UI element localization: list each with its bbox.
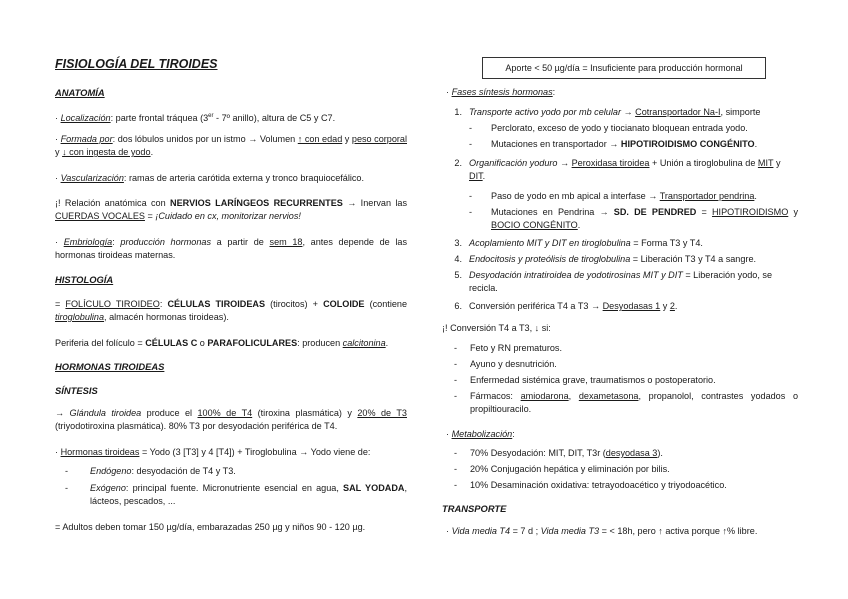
step-2-dash-1-text: Paso de yodo en mb apical a interfase →	[491, 191, 660, 201]
dash: -	[469, 191, 473, 201]
fases-label: Fases síntesis hormonas	[451, 87, 553, 97]
step-1-dash-2	[469, 138, 798, 151]
endogeno-label: Endógeno	[90, 466, 132, 476]
bullet: ·	[55, 447, 59, 457]
exogeno-item	[65, 482, 407, 508]
step-1-dash-1-text: Perclorato, exceso de yodo y tiocianato bloquean entrada yodo.	[491, 123, 748, 133]
nervios-text-e: =	[144, 211, 156, 221]
farmacos-rest: , propanolol, contrastes yodados o propiltiouracilo.	[470, 391, 798, 414]
embriologia-paragraph	[55, 236, 407, 262]
conversion-item-text: Enfermedad sistémica grave, traumatismos o postoperatorio.	[470, 375, 716, 385]
dash: -	[65, 466, 69, 476]
aporte-box: Aporte < 50 µg/día = Insuficiente para producción hormonal	[482, 57, 766, 79]
step-3-text: Acoplamiento MIT y DIT en tiroglobulina	[469, 238, 631, 248]
glandula-t3: 20% de T3	[357, 408, 407, 418]
endogeno-item	[65, 465, 407, 478]
bullet: ·	[55, 134, 59, 144]
endogeno-text: : desyodación de T4 y T3.	[131, 466, 236, 476]
dash: -	[469, 139, 473, 149]
desyodasas-1: Desyodasas 1	[602, 301, 661, 311]
dash: -	[454, 464, 458, 474]
cotransportador: Cotransportador Na-I	[635, 107, 721, 117]
step-number: 2.	[454, 158, 462, 168]
foliculo-text: =	[55, 299, 66, 309]
metabolizacion-heading	[446, 428, 515, 441]
periferia-paragraph	[55, 337, 407, 350]
localizacion-label: Localización	[60, 113, 111, 124]
step-2	[442, 157, 798, 183]
step-6-text: Conversión periférica T4 a T3 →	[469, 301, 603, 311]
histologia-heading: HISTOLOGÍA	[55, 274, 114, 285]
hormonas-heading: HORMONAS TIROIDEAS	[55, 361, 165, 372]
tiroglobulina: tiroglobulina	[55, 312, 105, 322]
conversion-heading: ¡! Conversión T4 a T3, ↓ si:	[442, 323, 551, 333]
step-1	[442, 106, 798, 119]
step-number: 4.	[454, 254, 462, 264]
glandula-text-g: (triyodotiroxina plasmática). 80% T3 por desyodación periférica de T4.	[55, 421, 338, 431]
dexametasona: dexametasona	[578, 391, 639, 401]
hormonas-text: = Yodo (3 [T3] y 4 [T4]) + Tiroglobulina → Yodo viene de:	[139, 447, 371, 457]
dash: -	[65, 483, 69, 493]
celulas-c: CÉLULAS C	[145, 338, 198, 348]
embriologia-text-c: a partir de	[211, 237, 270, 247]
sal-yodada: SAL YODADA	[343, 483, 405, 493]
dash: -	[469, 207, 473, 217]
exogeno-text-d: , lácteos, pescados, ...	[90, 483, 407, 506]
localizacion-sup: er	[208, 113, 214, 119]
celulas-tiroideas: CÉLULAS TIROIDEAS	[167, 299, 266, 309]
adultos-paragraph: = Adultos deben tomar 150 µg/día, embarazadas 250 µg y niños 90 - 120 µg.	[55, 522, 366, 532]
foliculo-text-e: (tirocitos) +	[265, 299, 324, 309]
step-2-dash-2-text: Mutaciones en Pendrina →	[491, 207, 614, 217]
step-6-end: .	[674, 301, 678, 311]
periferia-text-e: : producen	[297, 338, 343, 348]
conversion-item	[454, 342, 798, 355]
calcitonina: calcitonina	[342, 338, 386, 348]
step-2-text-c: + Unión a tiroglobulina de	[649, 158, 758, 168]
metabolizacion-item	[454, 463, 798, 476]
bullet: ·	[446, 429, 450, 439]
sd-pendred: SD. DE PENDRED	[613, 207, 697, 217]
conversion-item	[454, 390, 798, 416]
formada-label: Formada por	[60, 134, 113, 144]
step-1-dash-2-text: Mutaciones en transportador →	[491, 139, 621, 149]
bullet: ·	[55, 237, 59, 247]
vascularizacion-text: : ramas de arteria carótida externa y tronco braquiocefálico.	[123, 173, 365, 183]
embriologia-text-e: , antes depende de las hormonas tiroideas maternas.	[55, 237, 408, 260]
step-6	[442, 300, 798, 313]
metab-3-text: 10% Desaminación oxidativa: tetrayodoacético y triyodoacético.	[470, 480, 727, 490]
vascularizacion-label: Vascularización	[60, 173, 124, 183]
dash: -	[454, 375, 458, 385]
exogeno-label: Exógeno	[90, 483, 126, 493]
farmacos-label: Fármacos:	[470, 391, 521, 401]
step-2-text-e: y	[773, 158, 781, 168]
localizacion-paragraph	[55, 110, 407, 125]
embriologia-sem: sem 18	[269, 237, 303, 247]
dash: -	[454, 359, 458, 369]
glandula-paragraph	[55, 407, 407, 433]
glandula-arrow: →	[55, 408, 70, 418]
glandula-t4: 100% de T4	[197, 408, 253, 418]
foliculo-text-c: :	[159, 299, 168, 309]
localizacion-text-b: - 7º anillo), altura de C5 y C7.	[213, 113, 336, 124]
vida-media-t3: Vida media T3	[540, 526, 600, 536]
formada-text-b: y	[342, 134, 352, 144]
metabolizacion-item	[454, 447, 798, 460]
page-title: FISIOLOGÍA DEL TIROIDES	[55, 57, 218, 71]
step-number: 6.	[454, 301, 462, 311]
step-6-and: y	[660, 301, 670, 311]
vida-media-t3-value: = < 18h, pero ↑ activa porque ↑% libre.	[599, 526, 758, 536]
foliculo-paragraph	[55, 298, 407, 324]
nervios-bold: NERVIOS LARÍNGEOS RECURRENTES	[170, 198, 343, 208]
vida-media-t4-value: = 7 d ;	[510, 526, 541, 536]
formada-peso: peso corporal	[351, 134, 407, 144]
dash: -	[454, 343, 458, 353]
metab-1-end: ).	[657, 448, 663, 458]
step-5-text: Desyodación intratiroidea de yodotirosinas MIT y DIT	[469, 270, 683, 280]
peroxidasa: Peroxidasa tiroidea	[571, 158, 650, 168]
metabolizacion-item	[454, 479, 798, 492]
hipotiroidismo-congenito: HIPOTIROIDISMO CONGÉNITO	[620, 139, 755, 149]
metab-2-text: 20% Conjugación hepática y eliminación por bilis.	[470, 464, 670, 474]
metabolizacion-colon: :	[512, 429, 515, 439]
embriologia-text: :	[112, 237, 121, 247]
localizacion-text: : parte frontal tráquea (3	[110, 113, 209, 124]
dash: -	[469, 123, 473, 133]
parafoliculares: PARAFOLICULARES	[207, 338, 298, 348]
hormonas-label: Hormonas tiroideas	[60, 447, 140, 457]
embriologia-label: Embriología	[63, 237, 113, 247]
exogeno-text: : principal fuente. Micronutriente esencial en agua,	[125, 483, 344, 493]
bullet: ·	[55, 113, 59, 124]
formada-text: : dos lóbulos unidos por un istmo → Volumen	[112, 134, 298, 144]
foliculo-text-g: (contiene	[364, 299, 408, 309]
fases-heading	[446, 86, 555, 99]
periferia-text-c: o	[197, 338, 208, 348]
formada-up: ↑ con edad	[297, 134, 343, 144]
step-4	[442, 253, 798, 266]
step-3	[442, 237, 798, 250]
mit: MIT	[757, 158, 774, 168]
embriologia-italic: producción hormonas	[120, 237, 211, 247]
fases-colon: :	[552, 87, 556, 97]
transporte-heading: TRANSPORTE	[442, 503, 507, 514]
step-4-result: = Liberación T3 y T4 a sangre.	[630, 254, 757, 264]
step-2-dash-1	[469, 190, 798, 203]
step-5	[442, 269, 798, 295]
step-2-dash-2-and: y	[788, 207, 798, 217]
foliculo-label: FOLÍCULO TIROIDEO	[65, 299, 160, 309]
periferia-end: .	[385, 338, 389, 348]
dash: -	[454, 391, 458, 401]
vida-media-paragraph	[446, 525, 798, 538]
formada-down: ↓ con ingesta de yodo	[62, 147, 151, 157]
dash: -	[454, 448, 458, 458]
step-2-dash-1-end: .	[754, 191, 757, 201]
desyodasa-2: 2	[669, 301, 675, 311]
step-2-end: .	[482, 171, 486, 181]
foliculo-text-i: , almacén hormonas tiroideas).	[104, 312, 229, 322]
step-2-dash-2-eq: =	[696, 207, 712, 217]
bocio-congenito: BOCIO CONGÉNITO	[491, 220, 578, 230]
hormonas-paragraph	[55, 446, 407, 459]
amiodarona: amiodarona	[520, 391, 569, 401]
formada-text-c: y	[55, 147, 63, 157]
step-number: 5.	[454, 270, 462, 280]
formada-paragraph	[55, 133, 407, 159]
periferia-text: Periferia del folículo =	[55, 338, 146, 348]
hipotiroidismo: HIPOTIROIDISMO	[711, 207, 789, 217]
vida-media-t4: Vida media T4	[451, 526, 511, 536]
step-1-text-c: , simporte	[720, 107, 761, 117]
nervios-warning: ¡Cuidado en cx, monitorizar nervios!	[155, 211, 301, 221]
step-1-dash-1	[469, 122, 798, 135]
step-2-text: Organificación yoduro →	[469, 158, 572, 168]
step-3-result: = Forma T3 y T4.	[630, 238, 703, 248]
bullet: ·	[446, 526, 450, 536]
glandula-label: Glándula tiroidea	[69, 408, 142, 418]
anatomia-heading: ANATOMÍA	[55, 87, 105, 98]
step-1-dash-2-end: .	[754, 139, 758, 149]
farmacos-sep: ,	[568, 391, 579, 401]
step-number: 3.	[454, 238, 462, 248]
bullet: ·	[55, 173, 59, 183]
vascularizacion-paragraph	[55, 172, 407, 185]
nervios-text-c: → Inervan las	[342, 198, 407, 208]
glandula-text: produce el	[141, 408, 198, 418]
metab-1-text: 70% Desyodación: MIT, DIT, T3r (	[470, 448, 606, 458]
step-4-text: Endocitosis y proteólisis de tiroglobulina	[469, 254, 631, 264]
nervios-paragraph	[55, 197, 407, 223]
glandula-text-e: (tiroxina plasmática) y	[252, 408, 358, 418]
step-5-result: = Liberación yodo, se recicla.	[469, 270, 773, 293]
metabolizacion-label: Metabolización	[451, 429, 513, 439]
conversion-item	[454, 358, 798, 371]
dash: -	[454, 480, 458, 490]
bullet: ·	[446, 87, 450, 97]
conversion-item	[454, 374, 798, 387]
step-2-dash-2	[469, 206, 798, 232]
cuerdas-vocales: CUERDAS VOCALES	[55, 211, 145, 221]
conversion-item-text: Feto y RN prematuros.	[470, 343, 562, 353]
step-number: 1.	[454, 107, 462, 117]
formada-end: .	[150, 147, 154, 157]
dit: DIT	[469, 171, 483, 181]
nervios-text: ¡! Relación anatómica con	[55, 198, 171, 208]
coloide: COLOIDE	[323, 299, 365, 309]
desyodasa-3: desyodasa 3	[605, 448, 658, 458]
step-1-text: Transporte activo yodo por mb celular →	[469, 107, 636, 117]
transportador-pendrina: Transportador pendrina	[659, 191, 755, 201]
step-2-dash-2-end: .	[577, 220, 581, 230]
sintesis-heading: SÍNTESIS	[55, 385, 98, 396]
conversion-item-text: Ayuno y desnutrición.	[470, 359, 557, 369]
